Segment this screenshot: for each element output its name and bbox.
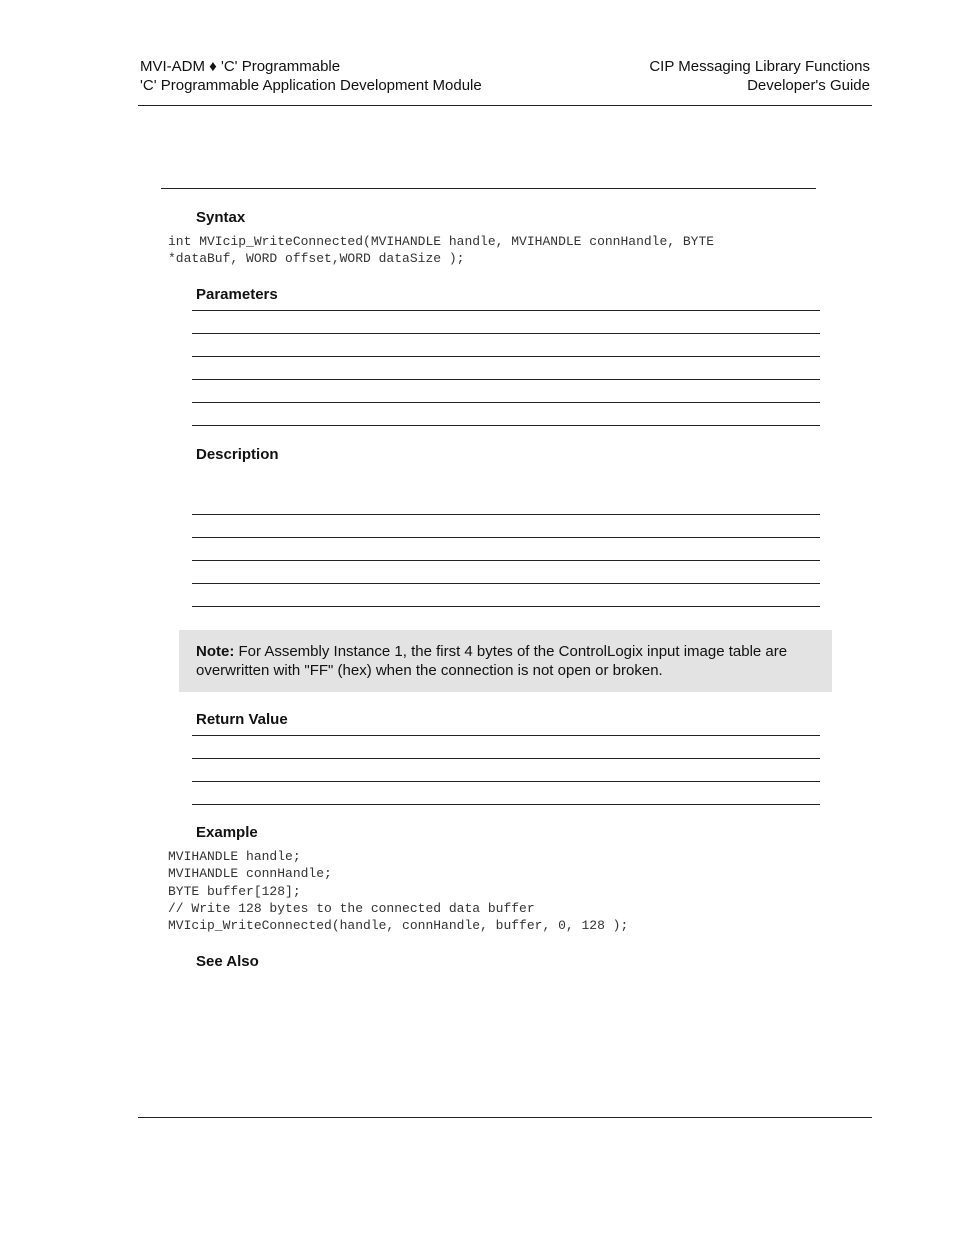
note-label: Note: [196,643,235,660]
table-row [192,606,820,607]
syntax-heading: Syntax [196,209,246,226]
see-also-heading: See Also [196,953,259,970]
table-row [192,781,820,804]
return-value-table [192,735,820,805]
example-heading: Example [196,824,258,841]
parameters-table [192,310,820,426]
table-row [192,537,820,560]
description-table [192,514,820,607]
table-row [192,333,820,356]
footer-divider [138,1117,872,1118]
description-heading: Description [196,446,279,463]
syntax-code: int MVIcip_WriteConnected(MVIHANDLE handle, MVIHANDLE connHandle, BYTE *dataBuf, WORD offset,WORD dataSize ); [168,234,715,267]
header-guide: Developer's Guide [747,77,870,94]
example-code: MVIHANDLE handle; MVIHANDLE connHandle; BYTE buffer[128]; // Write 128 bytes to the connected data buffer MVIcip_WriteConnected(handle, connHandle, buffer, 0, 128 ); [168,849,629,934]
table-row [192,402,820,425]
header-module: 'C' Programmable Application Development Module [140,77,482,94]
return-value-heading: Return Value [196,711,288,728]
table-row [192,735,820,758]
table-row [192,379,820,402]
function-title-divider [161,188,816,189]
table-row [192,425,820,426]
table-row [192,310,820,333]
table-row [192,583,820,606]
header-chapter: CIP Messaging Library Functions [649,58,870,75]
table-row [192,514,820,537]
header-right [649,57,870,95]
table-row [192,758,820,781]
table-row [192,560,820,583]
header-product: MVI-ADM ♦ 'C' Programmable [140,58,341,75]
table-row [192,804,820,805]
table-row [192,356,820,379]
note-box [179,630,832,692]
parameters-heading: Parameters [196,286,278,303]
note-text: For Assembly Instance 1, the first 4 bytes of the ControlLogix input image table are overwritten with "FF" (hex) when the connection is not open or broken. [196,643,788,679]
header-left [140,57,482,95]
header-divider [138,105,872,106]
